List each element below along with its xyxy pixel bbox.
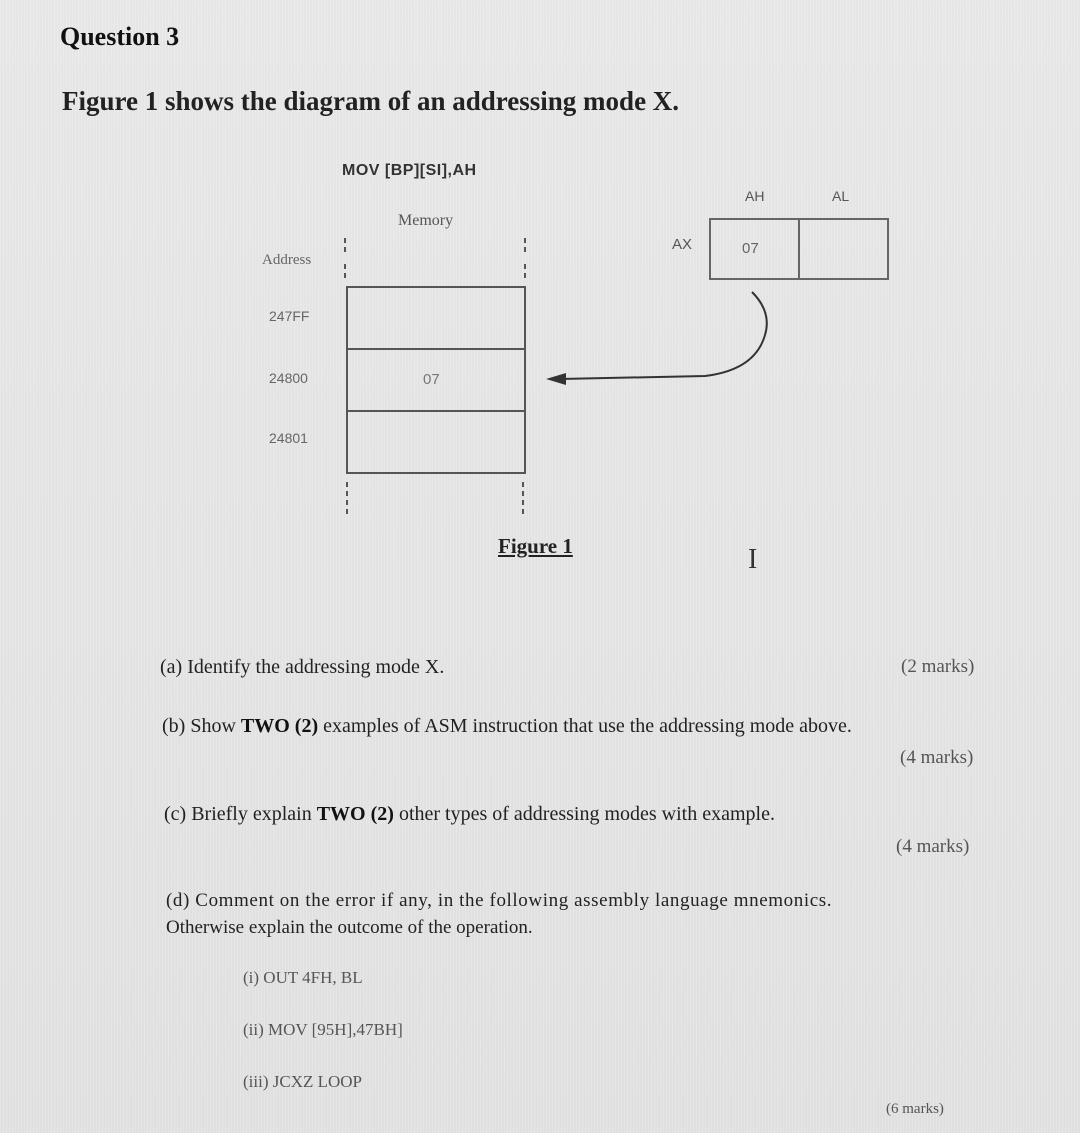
question-d-marks: (6 marks)	[886, 1101, 944, 1117]
question-a-marks: (2 marks)	[901, 656, 975, 677]
text-cursor-icon: I	[748, 544, 758, 575]
memory-cell	[346, 410, 526, 474]
question-b: (b) Show TWO (2) examples of ASM instruction that use the addressing mode above.	[162, 715, 852, 737]
register-low-label: AL	[832, 188, 850, 204]
question-a: (a) Identify the addressing mode X.	[160, 656, 445, 678]
intro-text: Figure 1 shows the diagram of an addressing mode X.	[62, 86, 680, 116]
memory-address: 247FF	[269, 308, 310, 324]
mnemonic-item: (ii) MOV [95H],47BH]	[243, 1020, 403, 1039]
question-d-line1: (d) Comment on the error if any, in the following assembly language mnemonics.	[166, 890, 833, 911]
question-b-marks: (4 marks)	[900, 747, 974, 768]
figure-caption: Figure 1	[498, 534, 573, 558]
register-ah-value: 07	[742, 240, 759, 257]
address-label: Address	[262, 252, 312, 268]
memory-cell-value: 07	[423, 371, 440, 388]
question-d-line2: Otherwise explain the outcome of the operation.	[166, 917, 533, 938]
register-name-label: AX	[672, 236, 693, 253]
memory-address: 24801	[269, 430, 308, 446]
memory-address: 24800	[269, 370, 308, 386]
mnemonic-item: (i) OUT 4FH, BL	[243, 968, 363, 987]
mnemonic-item: (iii) JCXZ LOOP	[243, 1072, 362, 1091]
register-high-label: AH	[745, 188, 765, 204]
figure-instruction: MOV [BP][SI],AH	[342, 162, 477, 179]
memory-label: Memory	[398, 212, 454, 229]
question-c-marks: (4 marks)	[896, 836, 970, 857]
memory-cell	[346, 286, 526, 350]
question-c: (c) Briefly explain TWO (2) other types of addressing modes with example.	[164, 803, 775, 825]
arrow-head-icon	[546, 373, 566, 385]
data-transfer-arrow	[560, 292, 767, 379]
question-title: Question 3	[60, 22, 180, 51]
register-al-box	[798, 218, 889, 280]
